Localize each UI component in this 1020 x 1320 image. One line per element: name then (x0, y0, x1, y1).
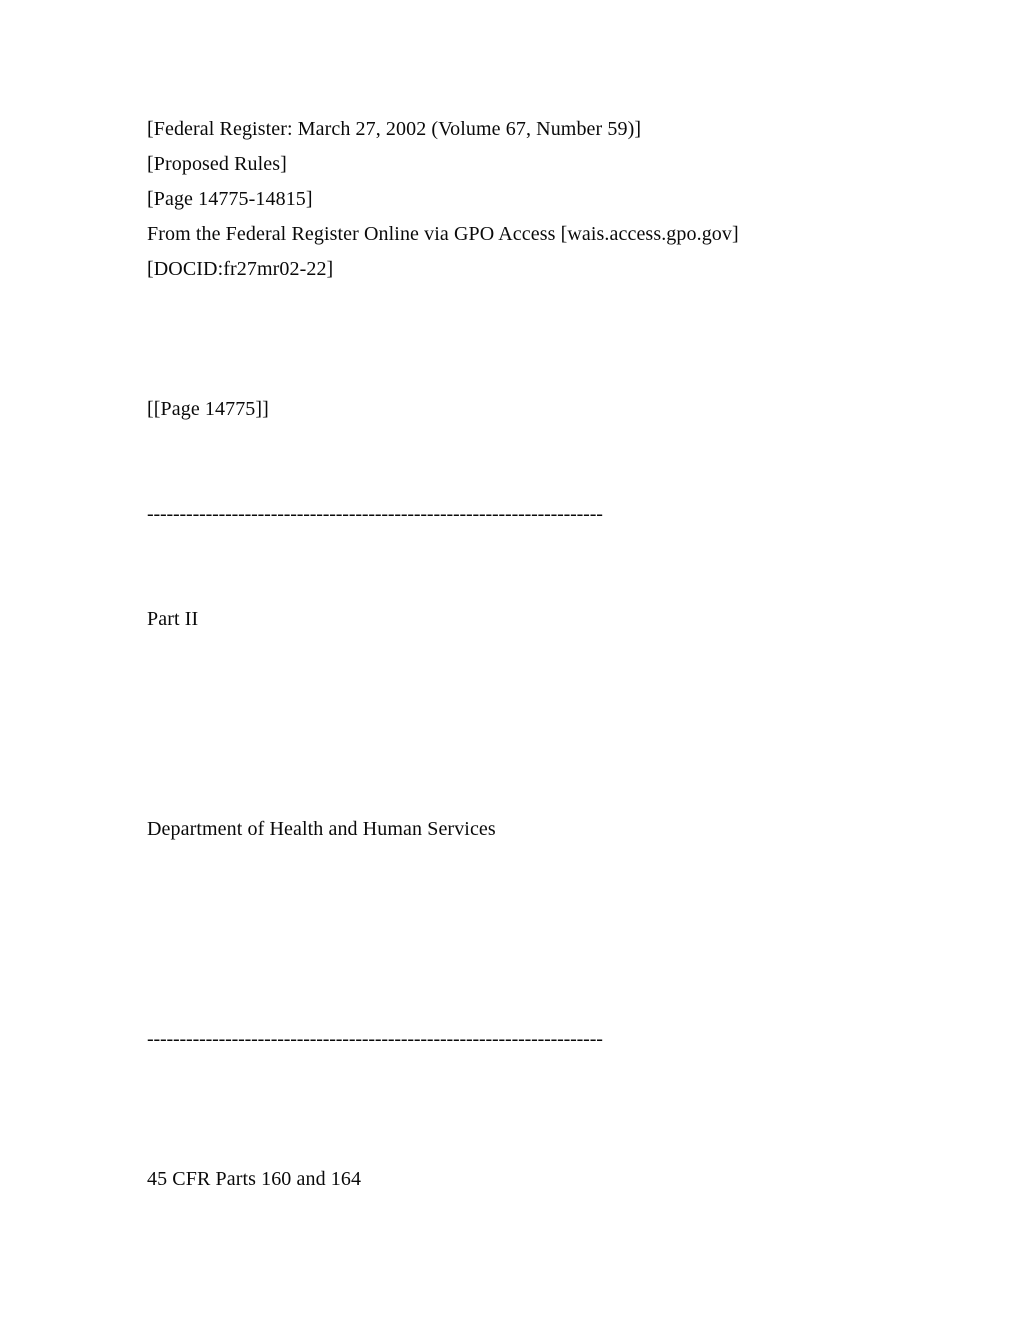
blank-line (147, 427, 980, 462)
blank-line (147, 357, 980, 392)
blank-line (147, 1092, 980, 1127)
text-line: [Page 14775-14815] (147, 188, 313, 210)
blank-line (147, 637, 980, 672)
blank-line (147, 287, 980, 322)
blank-line (147, 672, 980, 707)
blank-line (147, 1057, 980, 1092)
text-line: From the Federal Register Online via GPO Access [wais.access.gpo.gov] (147, 223, 739, 245)
text-line: Department of Health and Human Services (147, 818, 496, 840)
text-line: [[Page 14775]] (147, 398, 269, 420)
blank-line (147, 777, 980, 812)
text-line: Part II (147, 608, 199, 630)
blank-line (147, 847, 980, 882)
text-line: [Proposed Rules] (147, 153, 287, 175)
blank-line (147, 917, 980, 952)
text-line: 45 CFR Parts 160 and 164 (147, 1168, 362, 1190)
blank-line (147, 532, 980, 567)
document-text-body (147, 112, 980, 1197)
blank-line (147, 987, 980, 1022)
dashed-separator: ---------------------------------------------------------------------- (147, 503, 603, 525)
blank-line (147, 882, 980, 917)
dashed-separator: ---------------------------------------------------------------------- (147, 1028, 603, 1050)
blank-line (147, 322, 980, 357)
blank-line (147, 742, 980, 777)
text-line: [DOCID:fr27mr02-22] (147, 258, 334, 280)
blank-line (147, 462, 980, 497)
blank-line (147, 952, 980, 987)
blank-line (147, 1127, 980, 1162)
blank-line (147, 567, 980, 602)
text-line: [Federal Register: March 27, 2002 (Volume 67, Number 59)] (147, 118, 642, 140)
blank-line (147, 707, 980, 742)
